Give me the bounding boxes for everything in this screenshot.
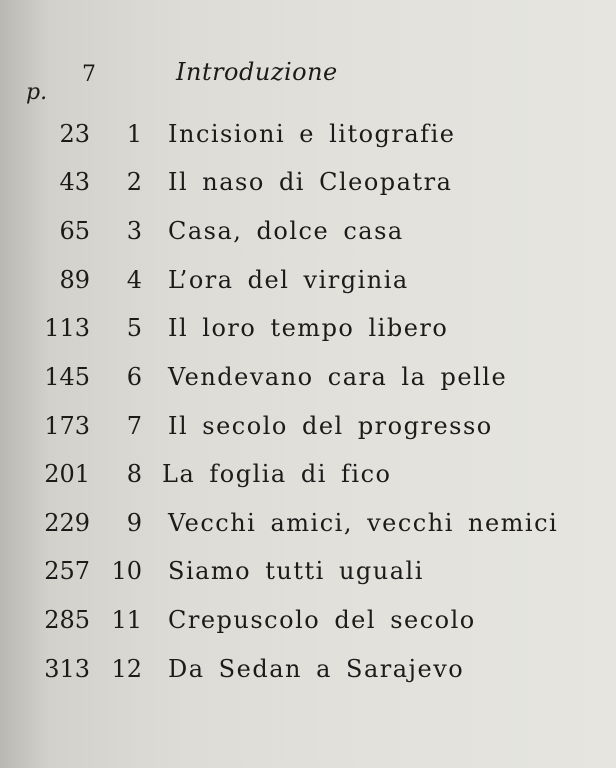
entry-title: Casa, dolce casa xyxy=(168,217,404,245)
toc-entry xyxy=(0,412,616,448)
entry-title: La foglia di fico xyxy=(162,460,392,488)
entry-title: L’ora del virginia xyxy=(168,266,409,294)
entry-title: Vecchi amici, vecchi nemici xyxy=(168,509,559,537)
toc-entry xyxy=(0,606,616,642)
entry-number: 8 xyxy=(126,460,142,488)
intro-title: Introduzione xyxy=(176,58,338,86)
entry-number: 9 xyxy=(126,509,142,537)
entry-page: 257 xyxy=(44,557,90,585)
entry-number: 5 xyxy=(126,314,142,342)
entry-page: 201 xyxy=(44,460,90,488)
entry-page: 23 xyxy=(59,120,90,148)
toc-entry xyxy=(0,217,616,253)
entry-title: Il secolo del progresso xyxy=(168,412,493,440)
entry-page: 173 xyxy=(44,412,90,440)
toc-entry xyxy=(0,168,616,204)
entry-page: 313 xyxy=(44,655,90,683)
page-prefix: p. xyxy=(26,80,48,105)
entry-number: 2 xyxy=(126,168,142,196)
toc-entry xyxy=(0,460,616,496)
entry-page: 229 xyxy=(44,509,90,537)
entry-page: 285 xyxy=(44,606,90,634)
entry-title: Da Sedan a Sarajevo xyxy=(168,655,465,683)
entry-number: 10 xyxy=(111,557,142,585)
intro-page-number: 7 xyxy=(82,62,96,87)
toc-entry xyxy=(0,266,616,302)
entry-number: 11 xyxy=(111,606,142,634)
entry-title: Il loro tempo libero xyxy=(168,314,449,342)
toc-entry xyxy=(0,314,616,350)
toc-entry xyxy=(0,655,616,691)
toc-entry xyxy=(0,509,616,545)
entry-number: 12 xyxy=(111,655,142,683)
entry-title: Siamo tutti uguali xyxy=(168,557,424,585)
entry-page: 89 xyxy=(59,266,90,294)
entry-page: 145 xyxy=(44,363,90,391)
entry-page: 65 xyxy=(59,217,90,245)
entry-number: 6 xyxy=(126,363,142,391)
toc-entry xyxy=(0,557,616,593)
entry-title: Crepuscolo del secolo xyxy=(168,606,476,634)
toc-entry xyxy=(0,363,616,399)
entry-page: 113 xyxy=(44,314,90,342)
entry-number: 4 xyxy=(126,266,142,294)
entry-title: Incisioni e litografie xyxy=(168,120,456,148)
entry-title: Il naso di Cleopatra xyxy=(168,168,453,196)
toc-entry xyxy=(0,120,616,156)
entry-number: 3 xyxy=(126,217,142,245)
entry-number: 7 xyxy=(126,412,142,440)
entry-title: Vendevano cara la pelle xyxy=(168,363,508,391)
entry-page: 43 xyxy=(59,168,90,196)
entry-number: 1 xyxy=(126,120,142,148)
